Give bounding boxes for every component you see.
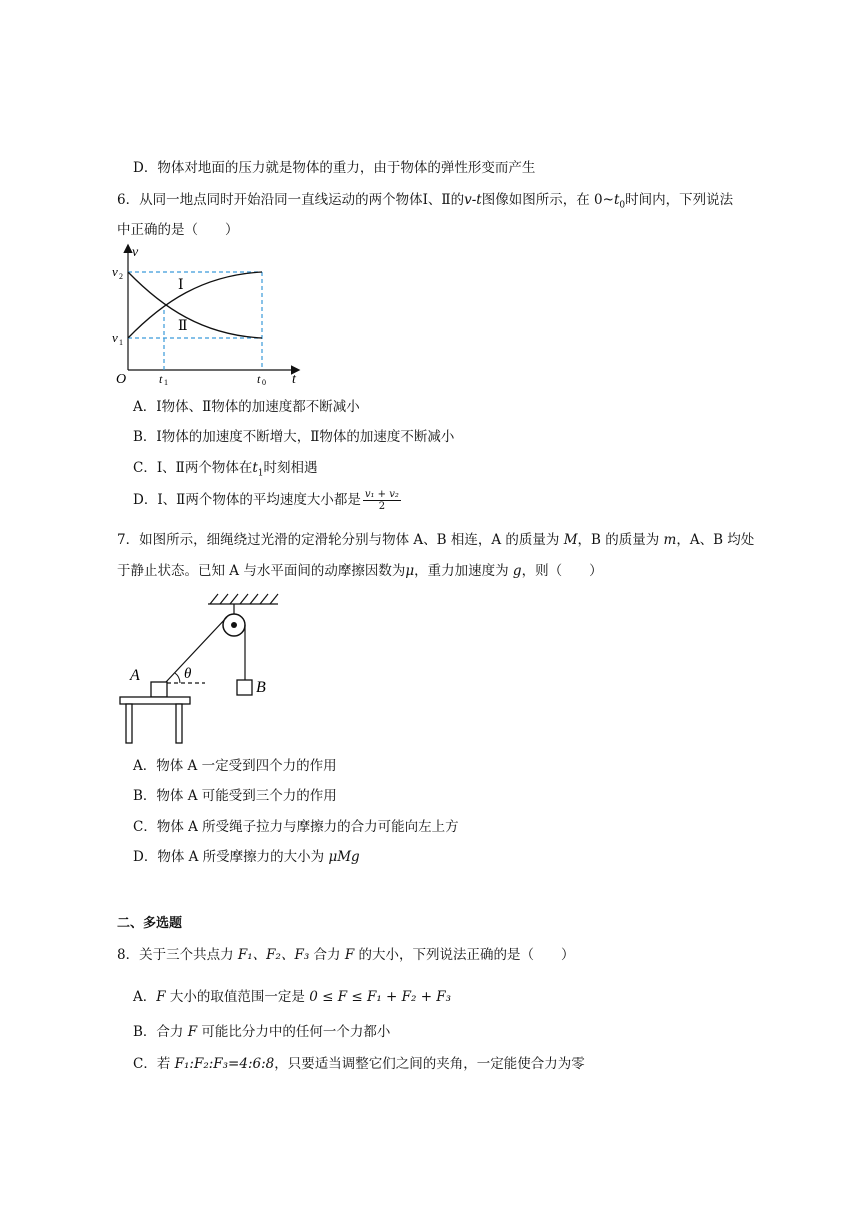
q8-option-c-ratio: F₁:F₂:F₃=4:6:8 [174, 1056, 275, 1072]
q7-angle-arc [175, 673, 180, 683]
q5-option-d: D．物体对地面的压力就是物体的重力，由于物体的弹性形变而产生 [133, 160, 536, 176]
q7-stem-g: g [512, 563, 522, 579]
q7-option-b: B．物体 A 可能受到三个力的作用 [133, 788, 337, 804]
q7-option-d-text: D．物体 A 所受摩擦力的大小为 [133, 849, 329, 865]
q6-option-c-part1: C．Ⅰ、Ⅱ两个物体在 [133, 460, 253, 476]
q8-option-b [133, 1022, 390, 1042]
q8-option-a-letter: A． [133, 989, 157, 1005]
q7-label-a: A [130, 667, 140, 684]
q6-option-b: B．Ⅰ物体的加速度不断增大，Ⅱ物体的加速度不断减小 [133, 429, 455, 445]
q8-option-c [133, 1054, 585, 1074]
q7-option-d-expr: μMg [328, 849, 360, 865]
q8-stem-part3: 的大小，下列说法正确的是（ ） [354, 947, 575, 963]
q7-table-leg-right [176, 704, 182, 743]
q6-curve-ii [128, 272, 262, 338]
q6-label-t0-sub: 0 [262, 378, 266, 387]
q7-stem-part6: ，则（ ） [521, 563, 603, 579]
q6-label-t0: t [257, 372, 261, 386]
q7-table-leg-left [126, 704, 132, 743]
q8-option-b-text2: 可能比分力中的任何一个力都小 [197, 1024, 391, 1040]
q7-stem-line2 [117, 561, 603, 581]
q7-stem-part4: 于静止状态。已知 A 与水平面间的动摩擦因数为 [117, 563, 406, 579]
q7-pulley-axle [231, 622, 237, 628]
q6-label-curve-i: Ⅰ [178, 278, 184, 293]
q7-stem-part2: ，B 的质量为 [577, 532, 664, 548]
q6-option-c-t: t [252, 460, 258, 476]
q6-option-d [133, 489, 401, 512]
q7-stem-M: M [563, 532, 578, 548]
q6-label-v1-sub: 1 [119, 338, 123, 347]
q6-label-curve-ii: Ⅱ [178, 319, 188, 334]
q7-option-c: C．物体 A 所受绳子拉力与摩擦力的合力可能向左上方 [133, 819, 459, 835]
q8-option-b-F: F [187, 1024, 198, 1040]
q6-label-v: v [132, 245, 139, 260]
q6-option-d-text: D．Ⅰ、Ⅱ两个物体的平均速度大小都是 [133, 492, 361, 508]
q6-stem-line2: 中正确的是（ ） [117, 222, 239, 238]
q8-option-a [133, 987, 451, 1007]
q8-option-b-text1: B．合力 [133, 1024, 188, 1040]
q6-curve-i [128, 272, 262, 338]
q7-table-top [120, 697, 190, 704]
q7-block-a [151, 682, 167, 697]
q6-fraction-denominator: 2 [378, 501, 386, 512]
q7-stem-part3: ，A、B 均处 [676, 532, 755, 548]
q7-block-b [237, 680, 252, 695]
q7-rope-to-a [166, 617, 227, 682]
q7-pulley-figure [110, 588, 300, 748]
q8-option-a-F: F [156, 989, 166, 1005]
q8-stem-F: F [344, 947, 355, 963]
q6-stem-part1: 6．从同一地点同时开始沿同一直线运动的两个物体Ⅰ、Ⅱ的 [117, 192, 465, 208]
q6-option-d-fraction [363, 489, 401, 512]
q6-stem-t0: t [613, 192, 620, 208]
q7-option-a: A．物体 A 一定受到四个力的作用 [133, 758, 337, 774]
q8-option-a-expr: 0 ≤ F ≤ F₁ + F₂ + F₃ [309, 989, 452, 1005]
q8-stem-forces: F₁、F₂、F₃ [237, 947, 310, 963]
q8-option-c-text2: ，只要适当调整它们之间的夹角，一定能使合力为零 [274, 1056, 585, 1072]
q8-option-a-text: 大小的取值范围一定是 [165, 989, 310, 1005]
q6-vt-graph [108, 242, 308, 387]
q6-option-c-sub: 1 [257, 468, 264, 479]
q7-ceiling [208, 594, 278, 604]
q6-option-a: A．Ⅰ物体、Ⅱ物体的加速度都不断减小 [133, 399, 360, 415]
q6-stem-t0-sub: 0 [619, 200, 626, 211]
q6-label-v2-sub: 2 [119, 272, 123, 281]
q6-stem-part3: 时间内，下列说法 [625, 192, 734, 208]
q6-option-c-part2: 时刻相遇 [263, 460, 318, 476]
q7-label-b: B [256, 679, 266, 696]
q7-stem-part5: ，重力加速度为 [414, 563, 513, 579]
q6-label-v1: v [112, 330, 118, 345]
q6-option-c [133, 458, 318, 484]
q8-stem-part1: 8．关于三个共点力 [117, 947, 238, 963]
q8-option-c-text1: C．若 [133, 1056, 175, 1072]
q6-stem-line1 [117, 190, 733, 216]
q7-stem-part1: 7．如图所示，细绳绕过光滑的定滑轮分别与物体 A、B 相连，A 的质量为 [117, 532, 564, 548]
q8-stem-part2: 合力 [309, 947, 345, 963]
q7-stem-m: m [663, 532, 677, 548]
section-title-multiple-choice: 二、多选题 [117, 916, 183, 931]
q6-stem-vt: v-t [464, 192, 482, 208]
q8-stem [117, 945, 575, 965]
q6-label-v2: v [112, 264, 118, 279]
q6-label-t: t [292, 372, 296, 387]
q6-stem-part2: 图像如图所示，在 0~ [481, 192, 614, 208]
q7-stem-mu: μ [405, 563, 415, 579]
q7-option-d [133, 847, 360, 867]
q6-label-origin: O [116, 372, 127, 387]
q6-graph-guides [128, 272, 262, 370]
q7-label-theta: θ [184, 666, 192, 682]
q6-fraction-numerator: v₁ + v₂ [364, 489, 399, 500]
q7-stem-line1 [117, 530, 754, 550]
q6-label-t1-sub: 1 [164, 378, 168, 387]
q6-label-t1: t [159, 372, 163, 386]
